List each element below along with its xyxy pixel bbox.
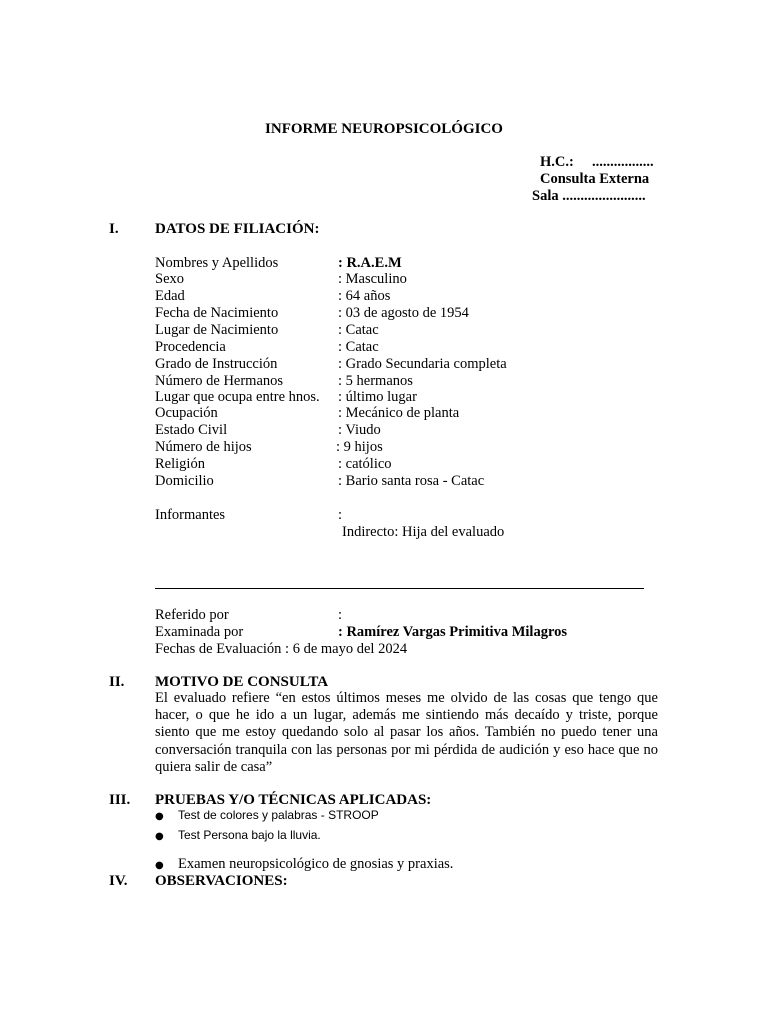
filiation-value: : 9 hijos (336, 439, 383, 455)
section-4-heading: OBSERVACIONES: (155, 873, 288, 889)
referido-colon: : (338, 607, 343, 623)
filiation-label: Número de Hermanos (155, 373, 284, 389)
filiation-label: Lugar de Nacimiento (155, 322, 279, 338)
filiation-value: : Grado Secundaria completa (338, 356, 507, 372)
filiation-value: : 03 de agosto de 1954 (338, 305, 469, 321)
informantes-value: Indirecto: Hija del evaluado (342, 524, 505, 540)
filiation-label: Grado de Instrucción (155, 356, 278, 372)
filiation-value: : Mecánico de planta (338, 405, 460, 421)
filiation-value: : último lugar (338, 389, 417, 405)
section-2-heading: MOTIVO DE CONSULTA (155, 674, 329, 690)
sala: Sala ....................... (532, 188, 646, 204)
filiation-label: Fecha de Nacimiento (155, 305, 279, 321)
filiation-label: Sexo (155, 271, 184, 287)
section-1-number: I. (109, 221, 119, 237)
section-2-number: II. (109, 674, 125, 690)
list-item (155, 808, 379, 824)
filiation-label: Estado Civil (155, 422, 228, 438)
filiation-value: : R.A.E.M (338, 255, 402, 271)
filiation-label: Religión (155, 456, 205, 472)
filiation-label: Número de hijos (155, 439, 252, 455)
consulta-externa: Consulta Externa (540, 171, 650, 187)
filiation-label: Nombres y Apellidos (155, 255, 279, 271)
bullet-icon: ● (155, 860, 164, 871)
filiation-label: Domicilio (155, 473, 214, 489)
bullet-icon: ● (155, 811, 164, 822)
hc-label: H.C.: (540, 154, 574, 170)
list-item-text: Examen neuropsicológico de gnosias y praxias. (178, 856, 454, 872)
examinada-label: Examinada por (155, 624, 244, 640)
motivo-consulta-text: El evaluado refiere “en estos últimos meses me olvido de las cosas que tengo que hacer, o que he ido a un lugar, además me sintiendo más decaído y triste, porque siento que me estoy quedando solo al pasar los años. También no puedo tener una conversación tranquila con las personas por mi pérdida de audición y eso hace que no quiera salir de casa” (155, 690, 658, 775)
section-3-number: III. (109, 792, 131, 808)
section-4-number: IV. (109, 873, 128, 889)
list-item (155, 828, 321, 844)
filiation-label: Edad (155, 288, 185, 304)
informantes-label: Informantes (155, 507, 226, 523)
divider-line (155, 588, 644, 589)
list-item-text: Test Persona bajo la lluvia. (178, 828, 321, 842)
examinada-value: : Ramírez Vargas Primitiva Milagros (338, 624, 568, 640)
list-item (155, 856, 453, 874)
bullet-icon: ● (155, 831, 164, 842)
filiation-label: Procedencia (155, 339, 226, 355)
filiation-value: : 64 años (338, 288, 391, 304)
document-title: INFORME NEUROPSICOLÓGICO (265, 121, 503, 137)
fechas-evaluacion: Fechas de Evaluación : 6 de mayo del 2024 (155, 641, 408, 657)
filiation-value: : Catac (338, 339, 379, 355)
filiation-value: : 5 hermanos (338, 373, 413, 389)
filiation-value: : Bario santa rosa - Catac (338, 473, 485, 489)
referido-label: Referido por (155, 607, 229, 623)
filiation-label: Lugar que ocupa entre hnos. (155, 389, 320, 405)
filiation-label: Ocupación (155, 405, 218, 421)
filiation-value: : Viudo (338, 422, 381, 438)
section-3-heading: PRUEBAS Y/O TÉCNICAS APLICADAS: (155, 792, 432, 808)
informantes-colon: : (338, 507, 343, 523)
list-item-text: Test de colores y palabras - STROOP (178, 808, 379, 822)
section-1-heading: DATOS DE FILIACIÓN: (155, 221, 320, 237)
hc-value: ................. (592, 154, 654, 170)
filiation-value: : Catac (338, 322, 379, 338)
filiation-value: : Masculino (338, 271, 407, 287)
filiation-value: : católico (338, 456, 392, 472)
